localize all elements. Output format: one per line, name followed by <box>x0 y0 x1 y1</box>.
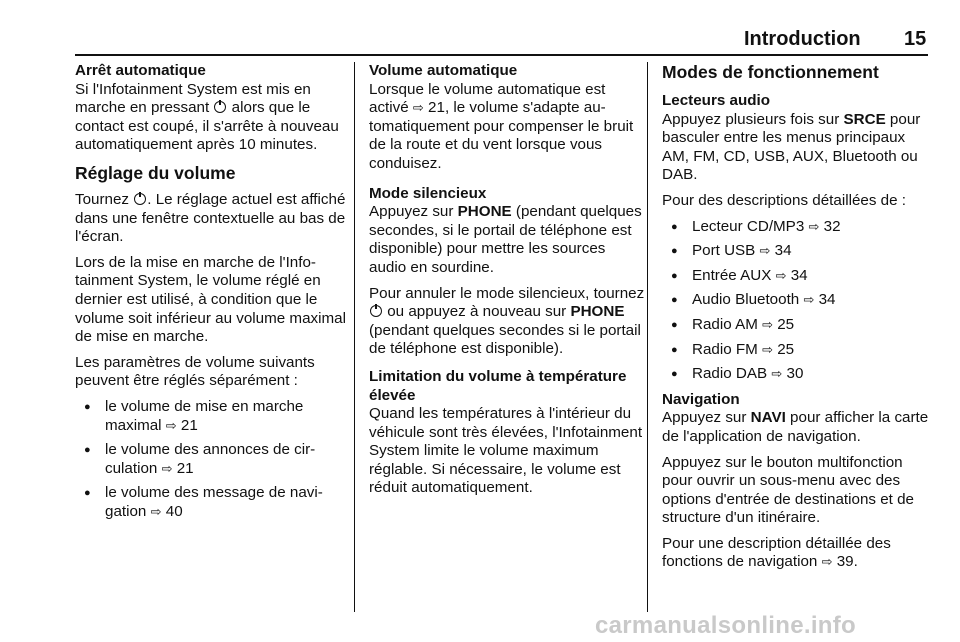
heading-volume-automatique: Volume automatique <box>369 62 518 79</box>
heading-lecteurs-audio: Lecteurs audio <box>662 92 771 109</box>
navi-key-label: NAVI <box>750 409 786 427</box>
paragraph-tournez: Tournez . Le réglage actuel est affiché dans une fenêtre contextuelle au bas de l'écran. <box>75 190 346 246</box>
list-item: ● Lecteur CD/MP3 ⇨ 32 <box>662 218 934 237</box>
page-reference-icon: ⇨ <box>412 100 424 116</box>
heading-mode-silencieux: Mode silencieux <box>369 184 487 202</box>
page-reference-icon: ⇨ <box>759 243 771 259</box>
header-rule <box>75 54 928 56</box>
volume-settings-list <box>75 398 351 522</box>
page-reference-icon: ⇨ <box>821 554 833 570</box>
list-item: ● le volume des message de navigation ⇨ 40 <box>75 484 351 521</box>
page-number: 15 <box>904 28 927 50</box>
heading-navigation: Navigation <box>662 390 740 408</box>
column-2 <box>369 62 645 505</box>
paragraph-parametres: Les paramètres de volume suivants peuvent être réglés séparément : <box>75 353 315 390</box>
page-reference-icon: ⇨ <box>803 292 815 308</box>
paragraph-description-navigation: Pour une description détaillée des fonctions de navigation ⇨ 39. <box>662 534 891 571</box>
heading-arret-automatique: Arrêt automatique <box>75 62 206 79</box>
page-reference-icon: ⇨ <box>762 316 773 332</box>
paragraph-descriptions: Pour des descriptions détaillées de : <box>662 191 906 209</box>
page-reference-icon: ⇨ <box>771 366 783 382</box>
srce-key-label: SRCE <box>843 110 886 128</box>
list-item: ● le volume de mise en marche maximal ⇨ 21 <box>75 398 351 435</box>
heading-limitation-volume: Limitation du volume à température élevée <box>369 367 627 404</box>
heading-reglage-volume: Réglage du volume <box>75 162 236 183</box>
paragraph-lecteurs: Appuyez plusieurs fois sur SRCE pour basculer entre les menus principaux AM, FM, CD, USB, AUX, Bluetooth ou DAB. <box>662 110 921 184</box>
paragraph-limitation: Quand les températures à l'intérieur du véhicule sont très élevées, l'Infotainment System limite le volume maximum réglable. Si nécessaire, le volume est réduit automatiquement. <box>369 405 643 497</box>
list-item: ● Entrée AUX ⇨ 34 <box>662 267 934 286</box>
paragraph-lors: Lors de la mise en marche de l'Infotainment System, le volume réglé en dernier est utilisé, à condition que le volume soit inférieur au volume maximal de mise en marche. <box>75 253 346 346</box>
paragraph-annuler: Pour annuler le mode silencieux, tournez ou appuyez à nouveau sur PHONE (pendant quelques secondes si le portail de téléphone est disponible). <box>369 284 645 358</box>
list-item: ● Port USB ⇨ 34 <box>662 242 934 261</box>
page-reference-icon: ⇨ <box>808 218 820 234</box>
power-knob-icon <box>370 305 382 317</box>
phone-key-label: PHONE <box>570 303 625 321</box>
paragraph-multifonction: Appuyez sur le bouton multifonction pour ouvrir un sous-menu avec des options d'entrée de destinations et de structure d'un itinéraire. <box>662 453 914 527</box>
column-1 <box>75 62 351 528</box>
watermark: carmanualsonline.info <box>595 612 857 639</box>
audio-sources-list <box>662 218 934 384</box>
list-item: ● Radio AM ⇨ 25 <box>662 316 934 335</box>
list-item: ● Audio Bluetooth ⇨ 34 <box>662 291 934 310</box>
paragraph-navigation: Appuyez sur NAVI pour afficher la carte de l'application de navigation. <box>662 409 929 445</box>
list-item: ● Radio FM ⇨ 25 <box>662 341 934 360</box>
paragraph-arret: Si l'Infotainment System est mis en marche en pressant alors que le contact est coupé, il s'arrête à nouveau automatiquement après 10 minutes. <box>75 80 339 154</box>
page-reference-icon: ⇨ <box>165 417 177 433</box>
page-reference-icon: ⇨ <box>150 503 162 519</box>
column-divider <box>354 62 355 612</box>
paragraph-silencieux: Appuyez sur PHONE (pendant quelques secondes, si le portail de téléphone est disponible) pour mettre les sources audio en sourdine. <box>369 203 642 276</box>
list-item: ● le volume des annonces de circulation ⇨ 21 <box>75 441 351 478</box>
column-divider <box>647 62 648 612</box>
phone-key-label: PHONE <box>457 203 512 221</box>
column-3 <box>662 62 934 579</box>
page-header-title: Introduction <box>744 28 861 50</box>
page-reference-icon: ⇨ <box>775 267 787 283</box>
heading-modes-fonctionnement: Modes de fonctionnement <box>662 62 879 82</box>
paragraph-volume-auto: Lorsque le volume automatique est activé ⇨ 21, le volume s'adapte automatiquement pour compenser le bruit de la route et du vent lorsque vous conduisez. <box>369 80 634 172</box>
list-item: ● Radio DAB ⇨ 30 <box>662 365 934 384</box>
page-reference-icon: ⇨ <box>161 460 173 476</box>
page-reference-icon: ⇨ <box>762 341 773 357</box>
power-knob-icon <box>214 101 226 113</box>
power-knob-icon <box>134 193 146 205</box>
